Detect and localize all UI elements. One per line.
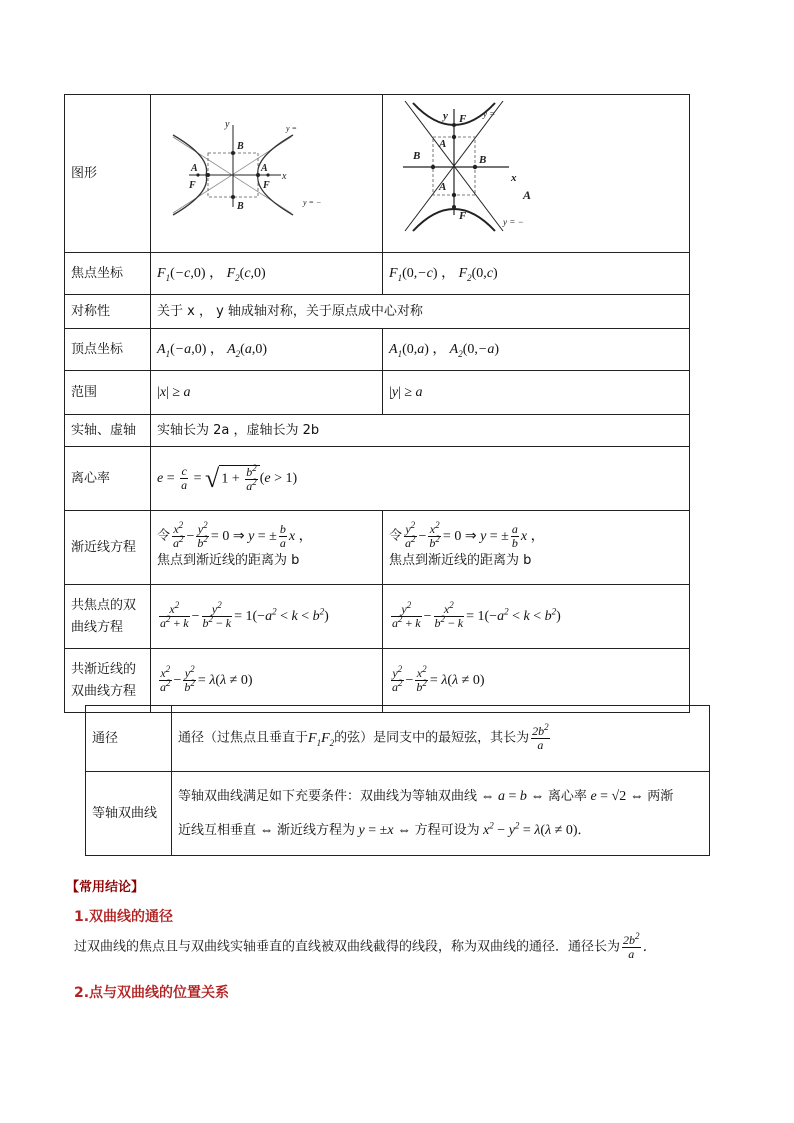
axis-x-label: x (282, 171, 287, 182)
table-row (65, 95, 690, 253)
axes-text: 实轴长为 2a ，虚轴长为 2b (151, 415, 690, 447)
table-row (86, 706, 710, 772)
row-label: 对称性 (65, 295, 151, 329)
foci-horizontal: $F_1(-c,0)$ ， $F_2(c,0)$ (151, 253, 383, 295)
axis-x-label: x (511, 172, 517, 184)
axis-y-label: y (225, 119, 230, 130)
table-row (65, 371, 690, 415)
section-1-title: 1.双曲线的通径 (74, 909, 174, 925)
latus-equiaxial-table (85, 705, 710, 856)
table-row (65, 649, 690, 713)
vertex-b2-label: B (479, 154, 487, 166)
range-horizontal: |x| ≥ a (151, 371, 383, 415)
coasymptote-vertical: $\frac{y^2}{a^2}$ − $\frac{x^2}{b^2}$ = λ(λ ≠ 0) (383, 649, 690, 713)
row-label: 离心率 (65, 447, 151, 511)
vertex-a2-label: A (261, 163, 268, 174)
row-label: 焦点坐标 (65, 253, 151, 295)
table-row (65, 295, 690, 329)
asymptote-neg-label: y = − (503, 217, 524, 227)
asymptote-vertical: 令 $\frac{y^2}{a^2}$ − $\frac{x^2}{b^2}$ = 0 ⇒ y = ± $\frac{a}{b}$ x ， 焦点到渐近线的距离为 b (383, 511, 690, 585)
coasymptote-horizontal: $\frac{x^2}{a^2}$ − $\frac{y^2}{b^2}$ = λ(λ ≠ 0) (151, 649, 383, 713)
asymptote-neg-label: y = − (303, 198, 322, 207)
section-2-title: 2.点与双曲线的位置关系 (74, 985, 230, 1001)
section-1-text: 过双曲线的焦点且与双曲线实轴垂直的直线被双曲线截得的线段，称为双曲线的通径．通径长为 $\frac{2b^2}{a}$ ． (74, 931, 657, 961)
row-label: 等轴双曲线 (86, 772, 172, 856)
vertex-a1-label: A (439, 138, 447, 150)
row-label: 渐近线方程 (65, 511, 151, 585)
table-row (86, 772, 710, 856)
axis-y-label: y (443, 110, 448, 122)
asymptote-prefix: 令 (389, 528, 403, 544)
asymptote-note: 焦点到渐近线的距离为 b (389, 553, 532, 568)
table-row (65, 511, 690, 585)
asymptote-prefix: 令 (157, 528, 171, 544)
vertical-hyperbola-graph (383, 95, 690, 244)
horizontal-hyperbola-graph (151, 95, 383, 244)
row-label: 顶点坐标 (65, 329, 151, 371)
table-row (65, 253, 690, 295)
row-label: 图形 (65, 95, 151, 253)
symmetry-text: 关于 x ， y 轴成轴对称，关于原点成中心对称 (151, 295, 690, 329)
vertices-vertical: $A_1(0,a)$ ， $A_2(0,-a)$ (383, 329, 690, 371)
graph-horizontal-cell (151, 95, 383, 253)
vertex-a2-label: A (439, 181, 447, 193)
table-row (65, 447, 690, 511)
latus-text: 通径（过焦点且垂直于$F_1F_2$的弦）是同支中的最短弦，其长为 $\frac{2b^2}{a}$ (172, 706, 710, 772)
equiaxial-text: 等轴双曲线满足如下充要条件：双曲线为等轴双曲线 ⇔ a = b ⇔ 离心率 e = √2 ⇔ 两渐 近线互相垂直 ⇔ 渐近线方程为 y = ±x ⇔ 方程可设为 $x^2 - y^2 = \lambda(\lambda \ne 0)$． (172, 772, 710, 856)
vertex-a1-label: A (191, 163, 198, 174)
table-row (65, 585, 690, 649)
common-conclusions-heading: 【常用结论】 (66, 880, 145, 895)
focus-f1-label: F (459, 113, 467, 125)
table-row (65, 415, 690, 447)
foci-vertical: $F_1(0,-c)$ ， $F_2(0,c)$ (383, 253, 690, 295)
table-row (65, 329, 690, 371)
eccentricity-formula: e = $\frac{c}{a}$ = √ 1 + $\frac{b^2}{a^2}$ (e > 1) (151, 447, 690, 511)
vertex-b1-label: B (237, 201, 244, 212)
graph-vertical-cell (383, 95, 690, 253)
cofocal-horizontal: $\frac{x^2}{a^2 + k}$ − $\frac{y^2}{b^2 - k}$ = $1(-a^2 < k < b^2)$ (151, 585, 383, 649)
vertices-horizontal: $A_1(-a,0)$ ， $A_2(a,0)$ (151, 329, 383, 371)
focus-f1-label: F (189, 180, 196, 191)
row-label-cofocal: 共焦点的双 曲线方程 (65, 585, 151, 649)
cofocal-vertical: $\frac{y^2}{a^2 + k}$ − $\frac{x^2}{b^2 - k}$ = $1(-a^2 < k < b^2)$ (383, 585, 690, 649)
row-label: 范围 (65, 371, 151, 415)
vertex-b1-label: B (413, 150, 421, 162)
label-a2-large: A (523, 188, 532, 202)
row-label: 通径 (86, 706, 172, 772)
asymptote-pos-label: y = (286, 124, 297, 133)
asymptote-horizontal: 令 $\frac{x^2}{a^2}$ − $\frac{y^2}{b^2}$ = 0 ⇒ y = ± $\frac{b}{a}$ x ， 焦点到渐近线的距离为 b (151, 511, 383, 585)
asymptote-note: 焦点到渐近线的距离为 b (157, 553, 300, 568)
asymptote-pos-label: y = (483, 109, 496, 119)
row-label-coasymptote: 共渐近线的 双曲线方程 (65, 649, 151, 713)
row-label: 实轴、虚轴 (65, 415, 151, 447)
focus-f2-label: F (263, 180, 270, 191)
focus-f2-label: F (459, 210, 467, 222)
vertex-b2-label: B (237, 141, 244, 152)
hyperbola-properties-table (64, 94, 690, 713)
range-vertical: |y| ≥ a (383, 371, 690, 415)
